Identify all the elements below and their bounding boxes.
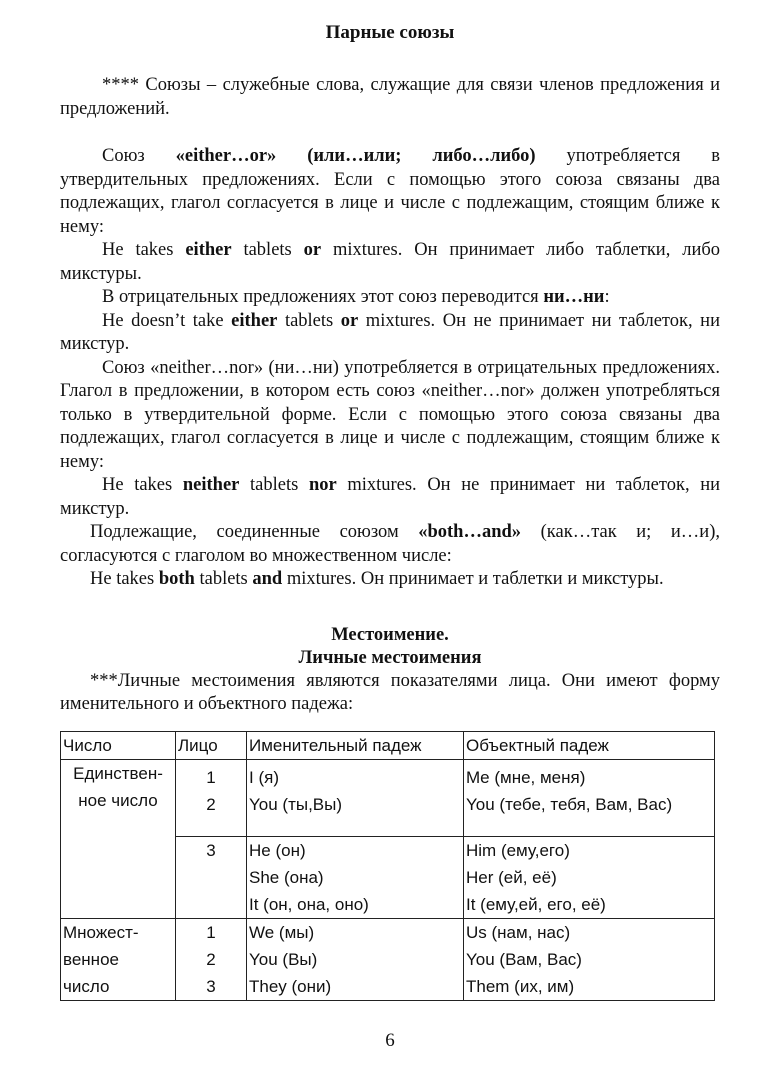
either-or-paragraph: Союз «either…or» (или…или; либо…либо) употребляется в утвердительных предложениях. Если с помощью этого союза связаны два подлежащих, глагол согласуется в лице и числе с подлежащим, стоящим ближе к нему: xyxy=(60,146,720,237)
example-negative: He doesn’t take either tablets or mixtures. Он не принимает ни таблеток, ни микстур. xyxy=(60,310,720,354)
header-nominative: Именительный падеж xyxy=(247,731,464,759)
pronouns-intro: ***Личные местоимения являются показателями лица. Они имеют форму именительного и объектного падежа: xyxy=(60,670,720,714)
header-number: Число xyxy=(61,731,176,759)
singular-label: Единствен- ное число xyxy=(61,759,176,918)
section-title: Местоимение. xyxy=(331,624,449,645)
both-and-paragraph: Подлежащие, соединенные союзом «both…and» (как…так и; и…и), согласуются с глаголом во множественном числе: xyxy=(60,522,720,566)
example-either-or: He takes either tablets or mixtures. Он принимает либо таблетки, либо микстуры. xyxy=(60,240,721,284)
table-header-row xyxy=(61,731,715,759)
example-neither-nor: He takes neither tablets nor mixtures. Он не принимает ни таблеток, ни микстур. xyxy=(60,475,721,519)
table-row: 3 He (он) She (она) It (он, она, оно) Him (ему,его) Her (ей, её) It (ему,ей, его, её) xyxy=(61,836,715,918)
plural-label: Множест- венное число xyxy=(61,918,176,1000)
page-heading: Парные союзы xyxy=(325,22,455,43)
section-subtitle: Личные местоимения xyxy=(298,647,482,668)
page-number: 6 xyxy=(385,1030,395,1051)
negative-paragraph: В отрицательных предложениях этот союз переводится ни…ни: xyxy=(102,287,610,307)
header-person: Лицо xyxy=(176,731,247,759)
table-row: Единствен- ное число 1 2 I (я) You (ты,Вы) Me (мне, меня) You (тебе, тебя, Вам, Вас) xyxy=(61,759,715,836)
intro-paragraph: **** Союзы – служебные слова, служащие для связи членов предложения и предложений. xyxy=(60,75,720,119)
pronouns-table xyxy=(60,731,715,1001)
table-row: Множест- венное число 1 2 3 We (мы) You (Вы) They (они) Us (нам, нас) You (Вам, Вас) Them (их, им) xyxy=(61,918,715,1000)
example-both-and: He takes both tablets and mixtures. Он принимает и таблетки и микстуры. xyxy=(90,569,664,589)
neither-nor-paragraph: Союз «neither…nor» (ни…ни) употребляется в отрицательных предложениях. Глагол в предложении, в котором есть союз «neither…nor» должен употребляться только в утвердительной форме. Если с помощью этого союза связаны два подлежащих, глагол согласуется в лице и числе с подлежащим, стоящим ближе к нему: xyxy=(60,357,720,472)
page-content xyxy=(60,22,720,1001)
header-objective: Объектный падеж xyxy=(464,731,715,759)
